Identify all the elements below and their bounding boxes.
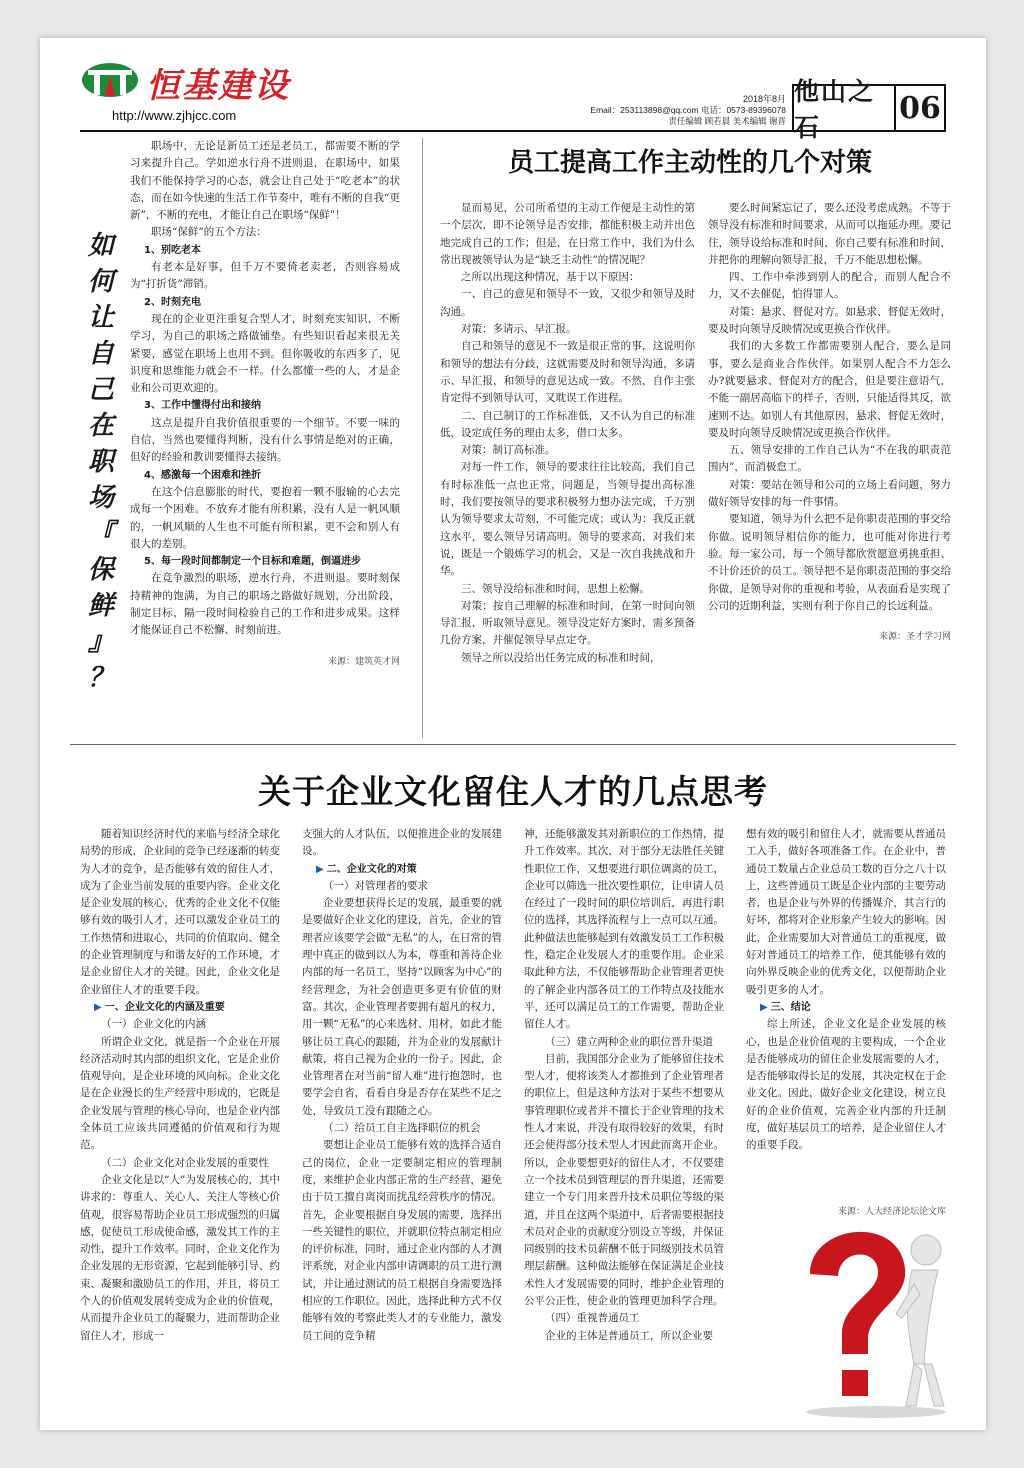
article3-col1 — [80, 826, 280, 1345]
article3-subheading: （一）对管理者的要求 — [323, 879, 428, 892]
page-number: 06 — [899, 90, 941, 126]
article3-source: 来源：人大经济论坛论文库 — [837, 1207, 946, 1217]
article3-col3 — [524, 826, 724, 1345]
article3-heading: ▶ 二、企业文化的对策 — [316, 863, 417, 875]
article3-subheading: （二）企业文化对企业发展的重要性 — [101, 1156, 269, 1169]
article3-paragraph: 综上所述，企业文化是企业发展的核心，也是企业价值观的主要构成，一个企业是否能够成功的留住企业发展需要的人才，是否能够取得长足的发展，其决定权在于企业文化。因此，做好企业文化建设，树立良好的企业价值观，完善企业内部的升迁制度，做好基层员工的培养，是企业留住人才的重要手段。 — [746, 1018, 946, 1152]
article3-paragraph: 所谓企业文化，就是指一个企业在开展经济活动时其内部的组织文化，它是企业价值观导向，是企业环境的风向标。企业文化是在企业漫长的生产经营中形成的，它既是企业发展与管理的核心导向，也是企业内部全体员工应该共同遵循的价值观和行为规范。 — [80, 1035, 280, 1152]
logo-name: 恒基建设 — [146, 66, 290, 106]
article3-paragraph: 企业要想获得长足的发展，最重要的就是要做好企业文化的建设，首先，企业的管理者应该要学会做“无私”的人，在日常的管理中真正的做到以人为本，尊重和善待企业内部的每一名员工，坚持“以顾客为中心”的经营理念，为社会创造更多更有价值的财富。其次，企业管理者要拥有超凡的权力，用一颗“无私”的心来选材、用材，如此才能够让员工真心的跟随，并为企业的发展献计献策，将自己视为企业的一份子。因此，企业管理者在对当前“留人难”进行抱怨时，也要学会自省，看看自身是否存在某些不足之处，导致员工没有跟随之心。 — [302, 897, 502, 1117]
article3-col4 — [746, 826, 946, 1155]
article1-body: 职场中，无论是新员工还是老员工，都需要不断的学习来提升自己。学如逆水行舟不进则退，在职场中，如果我们不能保持学习的心态，就会让自己处于“吃老本”的状态，而在如今快速的生活工作节奏中，唯有不断的自我“更新”，不断的充电，才能让自己在职场“保鲜”！ 职场“保鲜”的五个方法： 1、别吃老本 有老本是好事，但千万不要倚老卖老，否则容易成为“打折货”滞销。 2、时刻充电 现在的企业更注重复合型人才，时刻充实知识，不断学习，为自己的职场之路做铺垫。有些知识看起来很无关紧要，感觉在职场上也用不到。但你吸收的东西多了，见识度和思维能力就会不一样。什么都懂一些的人，才是企业和公司更欢迎的。 3、工作中懂得付出和接纳 这点是提升自我价值很重要的一个细节。不要一味的自信，当然也要懂得判断，没有什么事情是绝对的正确，但好的经验和教训要懂得去接纳。 4、感激每一个困难和挫折 在这个信息膨胀的时代，要抱着一颗不服输的心去完成每一个困难。不放弃才能有所积累，没有人是一帆风顺的，一帆风顺的人生也不可能有所积累，更不会和别人有很大的差别。 5、每一段时间都制定一个目标和难题，倒逼进步 在竞争激烈的职场，逆水行舟，不进则退。要时刻保持精神的饱满，为自己的职场之路做好规划，分出阶段，制定目标，隔一段时间检验自己的工作和进步成果。这样才能保证自己不松懈、时刻前进。 来源：建筑英才网 — [130, 138, 400, 671]
article3-heading: ▶ 一、企业文化的内涵及重要 — [94, 1001, 225, 1013]
column-divider — [422, 138, 423, 738]
article3-heading: ▶ 三、结论 — [760, 1001, 811, 1013]
section-label — [792, 77, 946, 142]
article3-paragraph: 随着知识经济时代的来临与经济全球化局势的形成，企业间的竞争已经逐渐的转变为人才的竞争，是否能够有效的留住人才，成为了企业当前发展的重要内容。企业文化是企业发展的核心，优秀的企业文化不仅能够有效的吸引人才，还可以激发企业员工的工作热情和进取心，共同的价值取向、健全的企业管理制度与和谐友好的工作环境，才是企业留住人才的关键。因此，企业文化是企业留住人才的重要手段。 — [80, 828, 280, 996]
article3-paragraph: 目前，我国部分企业为了能够留住技术型人才，便将该类人才都推到了企业管理者的职位上，但是这种方法对于某些不想要从事管理职位或者并不擅长于企业管理的技术性人才来说，并没有取得较好的效果，有时还会使得部分技术型人才因此而离开企业。所以，企业要想更好的留住人才，不仅要建立一个技术员到管理层的晋升渠道，还需要建立一个专门用来晋升技术员职位等级的渠道，并且在这两个渠道中，后者需要根据技术员对企业的贡献度分别设立等级，并保证同级别的技术员薪酬不低于同级别技术员管理层薪酬。这种做法能够在保证满足企业技术性人才发展需要的同时，维护企业管理的公平公正性，使企业的管理更加科学合理。 — [524, 1052, 724, 1308]
article1-source: 来源：建筑英才网 — [327, 656, 400, 667]
editor-credits: 责任编辑 顾若晨 美术编辑 谢晋 — [668, 116, 786, 126]
issue-date: 2018年8月 — [742, 94, 786, 104]
newspaper-page — [40, 38, 986, 1430]
article1-vertical-title: 如 何 让 自 己 在 职 场 『 保 鲜 』 ？ — [87, 231, 114, 693]
section-divider — [70, 744, 956, 745]
site-url[interactable]: http://www.zjhjcc.com — [112, 108, 237, 123]
article3-paragraph: 想有效的吸引和留住人才，就需要从普通员工入手，做好各项准备工作。在企业中，普通员工数量占企业总员工数的百分之八十以上，这些普通员工既是企业内部的主要劳动者，也是企业与外界的传播媒介，其言行的好坏，都将对企业形象产生较大的影响。因此，企业需要加大对普通员工的重视度，做好对普通员工的培养工作，使其能够有效的向外界反映企业的优秀文化，以便帮助企业吸引更多的人才。 — [746, 828, 946, 996]
article3-subheading: （一）企业文化的内涵 — [101, 1018, 206, 1031]
article3-paragraph: 企业的主体是普通员工，所以企业要 — [545, 1329, 713, 1342]
article2-col1: 显而易见，公司所希望的主动工作便是主动性的第一个层次，即不论领导是否安排，都能积极主动并出色地完成自己的工作；但是，在日常工作中，我们为什么常出现被领导认为是“缺乏主动性”的情况呢？ 之所以出现这种情况，基于以下原因： 一、自己的意见和领导不一致，又很少和领导及时沟通。 对策：多请示、早汇报。 自己和领导的意见不一致是很正常的事，这说明你和领导的想法有分歧，这就需要及时和领导沟通，多请示、早汇报，和领导的意见达成一致。不然，自作主张肯定得不到领导认可，又耽误工作进程。 二、自己制订的工作标准低，又不认为自己的标准低，设定成任务的理由太多，借口太多。 对策：制订高标准。 对每一件工作，领导的要求往往比较高，我们自己有时标准低一点也正常，问题是，当领导提出高标准时，我们要按领导的要求积极努力想办法完成，千万别认为领导要求太苛刻，不可能完成；或认为：我反正就这水平，要么领导另请高明。领导的要求高，对我们来说，既是一个锻炼学习的机会，又是一次自我挑战和升华。 三、领导没给标准和时间，思想上松懈。 对策：按自己理解的标准和时间，在第一时间向领导汇报，听取领导意见。领导没定好方案时，需多预备几份方案，并催促领导早点定夺。 领导之所以没给出任务完成的标准和时间， — [440, 202, 695, 664]
article3-paragraph: 支强大的人才队伍，以便推进企业的发展建设。 — [302, 828, 502, 858]
contact-info: Email：253113898@qq.com 电话：0573-89396078 — [590, 105, 786, 115]
logo-mark-icon — [80, 60, 140, 106]
article3-title: 关于企业文化留住人才的几点思考 — [258, 772, 768, 811]
article2-col2: 要么时间紧忘记了，要么还没考虑成熟。不等于领导没有标准和时间要求，从而可以拖延办理。要记住，领导设给标准和时间，你自己要有标准和时间，并把你的理解向领导汇报，千万不能思想松懈。 四、工作中牵涉到别人的配合，而别人配合不力，又不去催促，怕得罪人。 对策：悬求、督促对方。如悬求、督促无效时，要及时向领导反映情况或更换合作伙伴。 我们的大多数工作都需要别人配合，要么是同事，要么是商业合作伙伴。如果别人配合不力怎么办?就要悬求、督促对方的配合，但是要注意语气，不能一副居高临下的样子，否则，只能适得其反，欲速则不达。如别人有其他原因，悬求、督促无效时，要及时向领导反映情况或更换合作伙伴。 五、领导安排的工作自己认为“不在我的职责范围内”，而消极怠工。 对策：要站在领导和公司的立场上看问题，努力做好领导安排的每一件事情。 要知道，领导为什么把不是你职责范围的事交给你做。说明领导相信你的能力，也可能对你进行考验。每一家公司，每一个领导都欣赏愿意勇挑重担、不计价还价的员工。领导把不是你职责范围的事交给你做，是领导对你的重视和考验，从表面看是实现了公司的近期利益，实则有利于你自己的长远利益。 来源：圣才学习网 — [708, 200, 951, 646]
article3-paragraph: 要想让企业员工能够有效的选择合适自己的岗位，企业一定要制定相应的管理制度，来维护企业内部正常的生产经营，避免由于员工擅自离岗而扰乱经营秩序的情况。首先，企业要根据自身发展的需要，选择出一些关键性的职位，并就职位特点制定相应的评价标准，同时，通过企业内部的人才测评系统，对企业内部申请调职的员工进行测试，并让通过测试的员工根据自身需要选择相应的工作职位。因此，选择此种方式不仅能够有效的考察此类人才的专业能力，激发员工间的竞争精 — [302, 1139, 502, 1342]
article3-subheading: （三）建立两种企业的职位晋升渠道 — [545, 1035, 713, 1048]
issue-info — [590, 94, 786, 127]
question-mark-figure-icon — [780, 1214, 970, 1420]
article2-source: 来源：圣才学习网 — [878, 632, 951, 643]
article2-title: 员工提高工作主动性的几个对策 — [507, 148, 872, 178]
article3-paragraph: 企业文化是以“人”为发展核心的，其中讲求的：尊重人、关心人、关注人等核心价值观，很容易帮助企业员工形成强烈的归属感，促使员工形成使命感，激发其工作的主动性，提升工作效率。同时，企业文化作为企业发展的无形资源，它起到能够引导、约束、凝聚和激励员工的作用，并且，将员工个人的价值观发展转变成为企业的价值观，从而提升企业员工的凝聚力，进而帮助企业留住人才，形成一 — [80, 1173, 280, 1342]
article3-paragraph: 神，还能够激发其对新职位的工作热情，提升工作效率。其次，对于部分无法胜任关键性职位工作，又想要进行职位调离的员工，企业可以筛选一批次要性职位，让申请人员在经过了一段时间的职位培训后，再进行职位的选择，其选择流程与上一点可以互通。此种做法也能够起到有效激发员工工作积极性，稳定企业发展人才的重要作用。企业采取此种方法，不仅能够帮助企业管理者更快的了解企业内部各员工的工作特点及技能水平，还可以满足员工的工作需要，帮助企业留住人才。 — [524, 828, 724, 1031]
article3-col2 — [302, 826, 502, 1345]
masthead-rule — [80, 130, 946, 132]
article3-subheading: （二）给员工自主选择职位的机会 — [323, 1122, 481, 1135]
section-name: 他山之石 — [794, 86, 896, 130]
masthead — [80, 58, 946, 150]
article3-subheading: （四）重视普通员工 — [545, 1312, 640, 1325]
